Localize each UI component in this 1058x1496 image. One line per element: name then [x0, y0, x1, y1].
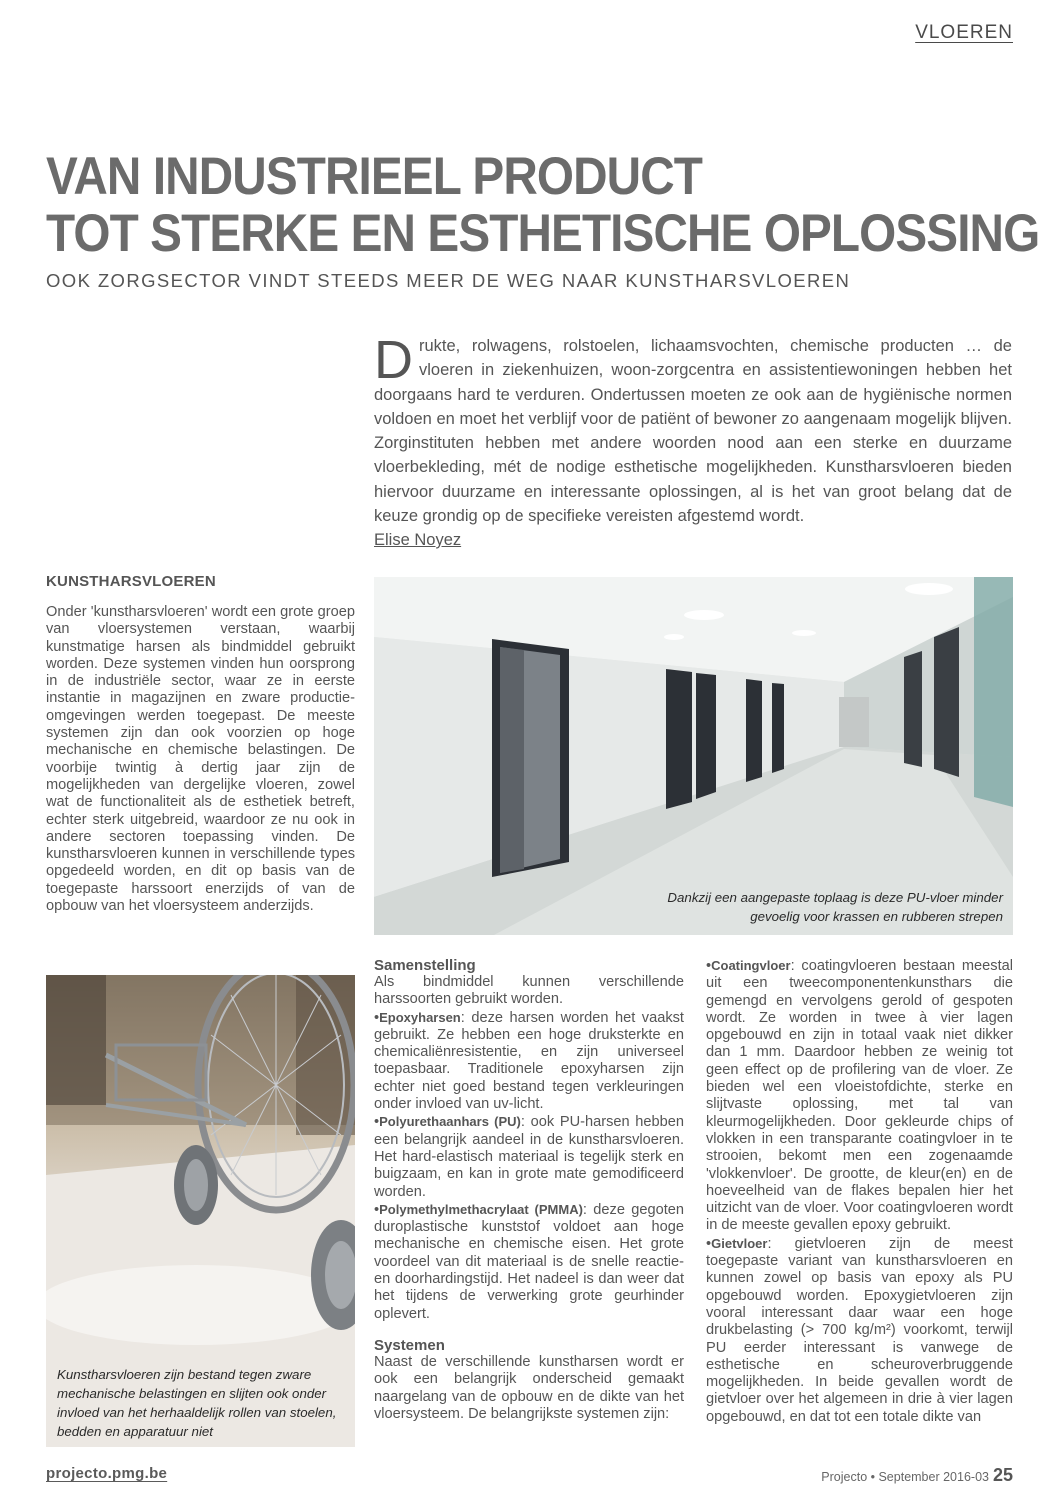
bullet-term: Gietvloer [711, 1235, 768, 1251]
title-line-2: TOT STERKE EN ESTHETISCHE OPLOSSING [46, 204, 1040, 263]
bullet-text: : coatingvloeren bestaan meestal uit een tweecomponentenkunsthars die gemengd en vervolgens gerold of gespoten wordt. Ze worden in twee à vier lagen opgebouwd en zijn in totaal vaak niet dikker dan 1 mm. Daardoor hebben ze weinig tot geen effect op de profilering van de vloer. Ze bieden wel een vloeistofdichte, sterke en slijtvaste oplossing, met tal van kleurmogelijkheden. Door gekleurde chips of vlokken in een transparante coatingvloer in te strooien, bekomt men een zogenaamde 'vlokkenvloer'. De grootte, de kleur(en) en de hoeveelheid van de flakes bepalen hier het uitzicht van de vloer. Voor coatingvloeren wordt in de meeste gevallen epoxy gebruikt. [706, 958, 1013, 1234]
middle-column [374, 957, 684, 1423]
bullet-gietvloer: •Gietvloer: gietvloeren zijn de meest toegepaste variant van kunstharsvloeren en kunnen zowel op basis van epoxy als PU opgebouwd worden. Epoxygietvloeren zijn vooral interessant daar waar een hoge drukbelasting (> 700 kg/m²) voorkomt, terwijl PU eerder interessant is vanwege de esthetische en scheuroverbruggende mogelijkheden. In beide gevallen wordt de gietvloer over het algemeen in drie à vier lagen opgebouwd, en dat tot een totale dikte van [706, 1235, 1013, 1425]
bullet-text: : deze harsen worden het vaakst gebruikt. Ze hebben een hoge druksterkte en chemicaliënresistentie, en zijn universeel toepasbaar. Traditionele epoxyharsen zijn echter niet goed bestand tegen verkleuringen onder invloed van uv-licht. [374, 1009, 684, 1113]
dropcap-letter: D [374, 330, 413, 390]
left-column-text: Onder 'kunstharsvloeren' wordt een grote groep van vloersystemen verstaan, waarbij kunstmatige harsen als bindmiddel gebruikt worden. Deze systemen vinden hun oorsprong in de industriële sector, waar ze in eerste instantie in magazijnen en zware productie-omgevingen werden toegepast. De meeste systemen zijn dan ook voorzien op hoge mechanische en chemische belastingen. De voorbije twintig à dertig jaar zijn de mogelijkheden van dergelijke vloeren, zowel wat de functionaliteit als de esthetiek betreft, echter sterk uitgebreid, waardoor ze nu ook in andere sectoren toepassing vinden. De kunstharsvloeren kunnen in verschillende types opgedeeld worden, en dit op basis van de toegepaste harssoort enerzijds of van de opbouw van het vloersysteem anderzijds. [46, 604, 355, 915]
bullet-pmma: •Polymethylmethacrylaat (PMMA): deze gegoten duroplastische kunststof voldoet aan hoge mechanische en chemische eisen. Het grote voordeel van dit materiaal is de snelle reactie- en doorhardingstijd. Het nadeel is dan weer dat het tijdens de verwerking grote geurhinder oplevert. [374, 1201, 684, 1322]
publication-info: Projecto • September 2016-03 [821, 1470, 989, 1484]
bullet-term: Coatingvloer [711, 958, 791, 973]
corridor-photo-caption: Dankzij een aangepaste toplaag is deze PU-vloer minder gevoelig voor krassen en rubberen strepen [667, 890, 1003, 924]
page-subtitle: OOK ZORGSECTOR VINDT STEEDS MEER DE WEG NAAR KUNSTHARSVLOEREN [46, 270, 851, 291]
page-title [46, 147, 1040, 263]
bullet-text: : gietvloeren zijn de meest toegepaste variant van kunstharsvloeren en kunnen zowel op basis van epoxy als PU opgebouwd worden. Epoxygietvloeren zijn vooral interessant daar waar een hoge drukbelasting (> 700 kg/m²) voorkomt, terwijl PU eerder interessant is vanwege de esthetische en scheuroverbruggende mogelijkheden. In beide gevallen wordt de gietvloer over het algemeen in drie à vier lagen opgebouwd, en dat tot een totale dikte van [706, 1235, 1013, 1425]
section-tag[interactable]: VLOEREN [915, 22, 1013, 43]
corridor-illustration [374, 577, 1013, 935]
author-link[interactable]: Elise Noyez [374, 531, 462, 549]
subheading-systemen: Systemen [374, 1336, 445, 1354]
footer-website-link[interactable]: projecto.pmg.be [46, 1465, 168, 1482]
intro-paragraph [374, 330, 1012, 528]
bullet-term: Epoxyharsen [379, 1009, 461, 1025]
bullet-polyurethaanhars: •Polyurethaanhars (PU): ook PU-harsen hebben een belangrijk aandeel in de kunstharsvloeren. Het hard-elastisch materiaal is tegelijk sterk en buigzaam, en kan in grote mate gemodificeerd worden. [374, 1114, 684, 1200]
bullet-epoxyharsen: •Epoxyharsen: deze harsen worden het vaakst gebruikt. Ze hebben een hoge druksterkte en chemicaliënresistentie, en zijn universeel toepasbaar. Traditionele epoxyharsen zijn echter niet goed bestand tegen verkleuringen onder invloed van uv-licht. [374, 1009, 684, 1113]
left-column [46, 573, 355, 915]
intro-text: rukte, rolwagens, rolstoelen, lichaamsvochten, chemische producten … de vloeren in ziekenhuizen, woon-zorgcentra en assistentiewoningen hebben het doorgaans hard te verduren. Ondertussen moeten ze ook aan de hygiënische normen voldoen en moet het verblijf voor de patiënt of bewoner zo aangenaam mogelijk blijven. Zorginstituten hebben met andere woorden nood aan een sterke en duurzame vloerbekleding, mét de nodige esthetische mogelijkheden. Kunstharsvloeren bieden hiervoor duurzame en interessante oplossingen, al is het van groot belang dat de keuze grondig op de specifieke vereisten afgestemd wordt. [374, 337, 1012, 526]
systemen-text: Naast de verschillende kunstharsen wordt er ook een belangrijk onderscheid gemaakt naargelang van de opbouw en de dikte van het vloersysteem. De belangrijkste systemen zijn: [374, 1353, 684, 1422]
page-number: 25 [992, 1465, 1013, 1485]
corridor-photo [374, 577, 1013, 935]
footer-publication [821, 1465, 1013, 1486]
right-column [706, 957, 1013, 1426]
wheelchair-photo-caption: Kunstharsvloeren zijn bestand tegen zware mechanische belastingen en slijten ook onder invloed van het herhaaldelijk rollen van stoelen, bedden en apparatuur niet [57, 1367, 337, 1439]
bullet-term: Polymethylmethacrylaat (PMMA) [379, 1201, 583, 1217]
title-line-1: VAN INDUSTRIEEL PRODUCT [46, 147, 702, 206]
section-heading-kunstharsvloeren: KUNSTHARSVLOEREN [46, 573, 216, 590]
subheading-samenstelling: Samenstelling [374, 957, 476, 974]
bullet-term: Polyurethaanhars (PU) [379, 1114, 521, 1130]
samenstelling-intro: Als bindmiddel kunnen verschillende harssoorten gebruikt worden. [374, 974, 684, 1008]
bullet-text: : deze gegoten duroplastische kunststof voldoet aan hoge mechanische en chemische eisen. Het grote voordeel van dit materiaal is de snelle reactie- en doorhardingstijd. Het nadeel is dan weer dat het tijdens de verwerking grote geurhinder oplevert. [374, 1201, 684, 1322]
bullet-coatingvloer: •Coatingvloer: coatingvloeren bestaan meestal uit een tweecomponentenkunsthars die gemengd en vervolgens gerold of gespoten wordt. Ze worden in twee à vier lagen opgebouwd en zijn in totaal vaak niet dikker dan 1 mm. Daardoor hebben ze weinig tot geen effect op de profilering van de vloer. Ze bieden wel een vloeistofdichte, sterke en slijtvaste oplossing, met tal van kleurmogelijkheden. Door gekleurde chips of vlokken in een transparante coatingvloer in te strooien, bekomt men een zogenaamde 'vlokkenvloer'. De grootte, de kleur(en) en de hoeveelheid van de flakes bepalen hier het uitzicht van de vloer. Voor coatingvloeren wordt in de meeste gevallen epoxy gebruikt. [706, 958, 1013, 1234]
bullet-text: : ook PU-harsen hebben een belangrijk aandeel in de kunstharsvloeren. Het hard-elastisch materiaal is tegelijk sterk en buigzaam, en kan in grote mate gemodificeerd worden. [374, 1114, 684, 1200]
